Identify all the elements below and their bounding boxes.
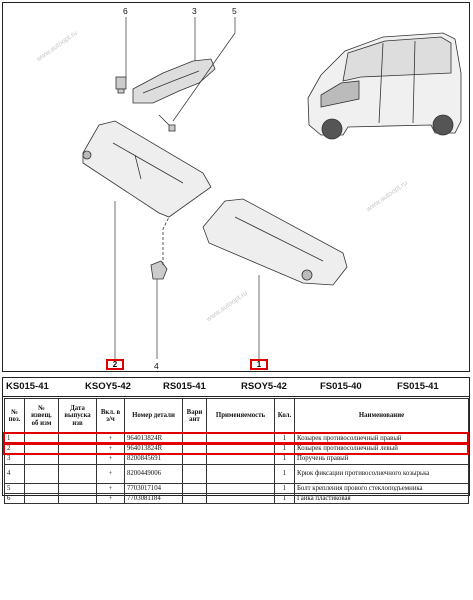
- col-date: Дата выпуска изв: [59, 399, 97, 434]
- model-codes-row: [3, 378, 469, 397]
- model-code: RSOY5-42: [241, 381, 287, 392]
- visor-hook: [151, 261, 167, 279]
- cell-part-number: 7703081184: [125, 494, 183, 504]
- cell-pos: 5: [5, 483, 25, 493]
- cell-pos: 4: [5, 464, 25, 483]
- sun-visor-right: [203, 199, 347, 285]
- cell-qty: 1: [275, 434, 295, 444]
- cell-name: Крюк фиксации противосолнечного козырька: [295, 464, 469, 483]
- table-row[interactable]: [5, 494, 469, 504]
- cell-part-number: 964013824R: [125, 434, 183, 444]
- col-incl: Вкл. в з/ч: [97, 399, 125, 434]
- watermark: www.autoopt.ru: [365, 179, 409, 214]
- col-notice: № извещ. об изм: [25, 399, 59, 434]
- col-name: Наименование: [295, 399, 469, 434]
- label-3: 3: [192, 6, 197, 16]
- cell-incl: +: [97, 464, 125, 483]
- cell-part-number: 8200449006: [125, 464, 183, 483]
- cell-incl: +: [97, 454, 125, 464]
- cell-incl: +: [97, 483, 125, 493]
- cell-part-number: 8200845691: [125, 454, 183, 464]
- cell-qty: 1: [275, 494, 295, 504]
- cell-name: Гайка пластиковая: [295, 494, 469, 504]
- callout-1: 1: [250, 359, 268, 370]
- cell-name: Болт крепления прового стеклоподъемника: [295, 483, 469, 493]
- model-code: FS015-41: [397, 381, 439, 392]
- cell-qty: 1: [275, 454, 295, 464]
- watermark: www.autoopt.ru: [205, 289, 249, 324]
- col-applicability: Применяемость: [207, 399, 275, 434]
- cell-qty: 1: [275, 464, 295, 483]
- cell-incl: +: [97, 434, 125, 444]
- cell-incl: +: [97, 444, 125, 454]
- table-row[interactable]: [5, 464, 469, 483]
- cell-pos: 6: [5, 494, 25, 504]
- col-variant: Вари ант: [183, 399, 207, 434]
- label-4: 4: [154, 361, 159, 371]
- sun-visor-left: [83, 121, 211, 217]
- bolt: [159, 115, 175, 131]
- cell-pos: 2: [5, 444, 25, 454]
- model-code: KSOY5-42: [85, 381, 131, 392]
- model-code: FS015-40: [320, 381, 362, 392]
- col-part-number: Номер детали: [125, 399, 183, 434]
- callout-2: 2: [106, 359, 124, 370]
- cell-name: Козырек противосолнечный левый: [295, 444, 469, 454]
- cell-name: Поручень правый: [295, 454, 469, 464]
- grab-handle: [133, 59, 215, 103]
- cell-incl: +: [97, 494, 125, 504]
- model-code: KS015-41: [6, 381, 49, 392]
- col-pos: № поз.: [5, 399, 25, 434]
- cell-pos: 3: [5, 454, 25, 464]
- row-2-highlight: [3, 443, 469, 455]
- table-row[interactable]: [5, 483, 469, 493]
- cell-name: Козырек противосолнечный правый: [295, 434, 469, 444]
- col-qty: Кол.: [275, 399, 295, 434]
- parts-diagram: [2, 2, 470, 372]
- table-row[interactable]: [5, 454, 469, 464]
- plastic-nut: [116, 77, 126, 93]
- watermark: www.autoopt.ru: [35, 29, 79, 64]
- car-illustration: [308, 33, 461, 139]
- cell-qty: 1: [275, 483, 295, 493]
- label-5: 5: [232, 6, 237, 16]
- cell-part-number: 7703017104: [125, 483, 183, 493]
- model-code: RS015-41: [163, 381, 206, 392]
- cell-pos: 1: [5, 434, 25, 444]
- cell-qty: 1: [275, 444, 295, 454]
- cell-part-number: 964013824R: [125, 444, 183, 454]
- label-6: 6: [123, 6, 128, 16]
- table-header-row: [5, 399, 469, 434]
